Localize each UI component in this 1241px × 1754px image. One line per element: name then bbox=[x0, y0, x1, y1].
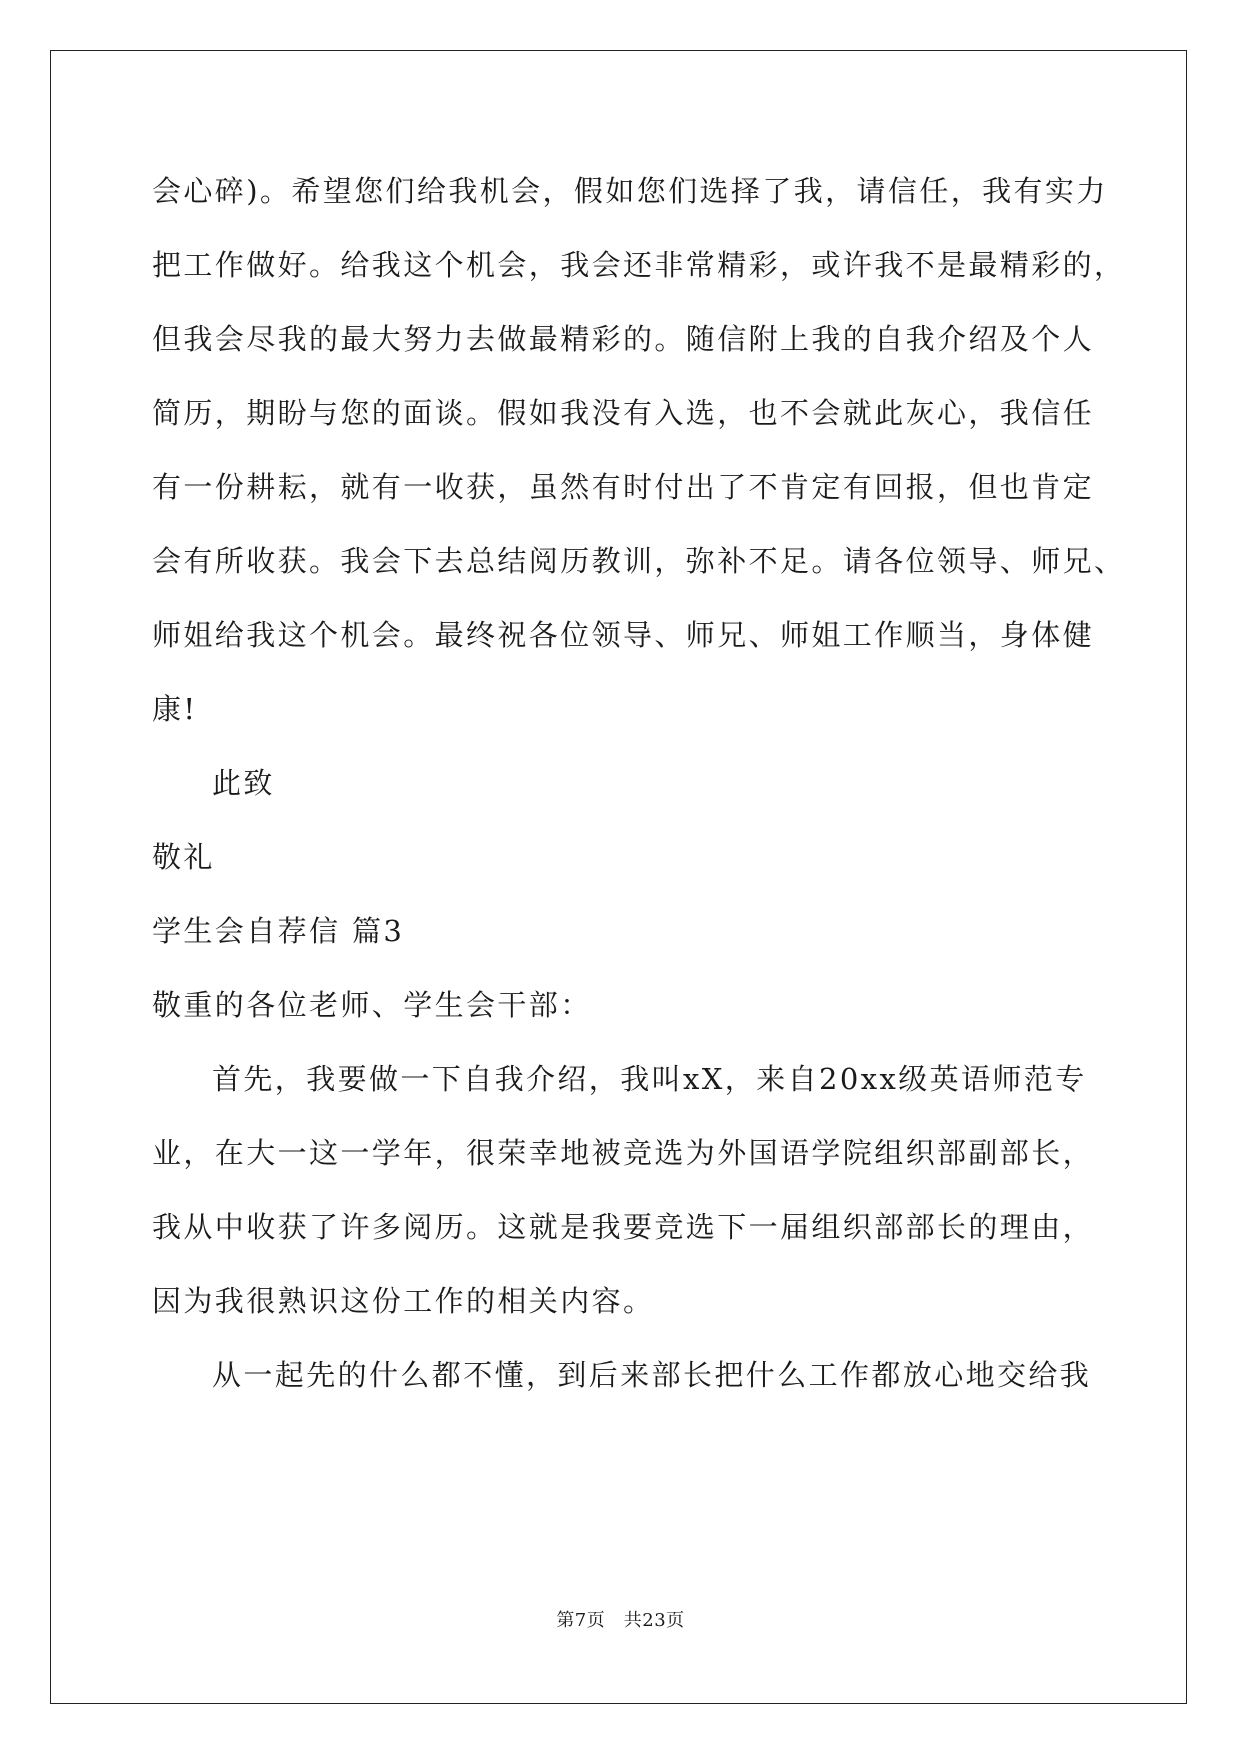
body-line: 会有所收获。我会下去总结阅历教训，弥补不足。请各位领导、师兄、 bbox=[152, 544, 1126, 578]
body-line: 但我会尽我的最大努力去做最精彩的。随信附上我的自我介绍及个人 bbox=[152, 322, 1095, 356]
body-line: 首先，我要做一下自我介绍，我叫xX，来自20xx级英语师范专 bbox=[212, 1062, 1087, 1096]
closing-salutation: 此致 bbox=[212, 766, 275, 800]
body-line: 康! bbox=[152, 692, 198, 726]
body-line: 师姐给我这个机会。最终祝各位领导、师兄、师姐工作顺当，身体健 bbox=[152, 618, 1095, 652]
body-line: 因为我很熟识这份工作的相关内容。 bbox=[152, 1284, 655, 1318]
body-line: 我从中收获了许多阅历。这就是我要竞选下一届组织部部长的理由， bbox=[152, 1210, 1095, 1244]
body-line: 有一份耕耘，就有一收获，虽然有时付出了不肯定有回报，但也肯定 bbox=[152, 470, 1095, 504]
body-line: 把工作做好。给我这个机会，我会还非常精彩，或许我不是最精彩的， bbox=[152, 248, 1126, 282]
section-heading: 学生会自荐信 篇3 bbox=[152, 914, 405, 948]
page-frame bbox=[50, 50, 1187, 1704]
body-line: 从一起先的什么都不懂，到后来部长把什么工作都放心地交给我 bbox=[212, 1358, 1092, 1392]
closing-regards: 敬礼 bbox=[152, 840, 215, 874]
body-line: 简历，期盼与您的面谈。假如我没有入选，也不会就此灰心，我信任 bbox=[152, 396, 1095, 430]
letter-greeting: 敬重的各位老师、学生会干部： bbox=[152, 988, 592, 1022]
page-number-footer: 第7页 共23页 bbox=[556, 1610, 685, 1631]
body-line: 业，在大一这一学年，很荣幸地被竞选为外国语学院组织部副部长， bbox=[152, 1136, 1095, 1170]
body-line: 会心碎)。希望您们给我机会，假如您们选择了我，请信任，我有实力 bbox=[152, 174, 1108, 208]
